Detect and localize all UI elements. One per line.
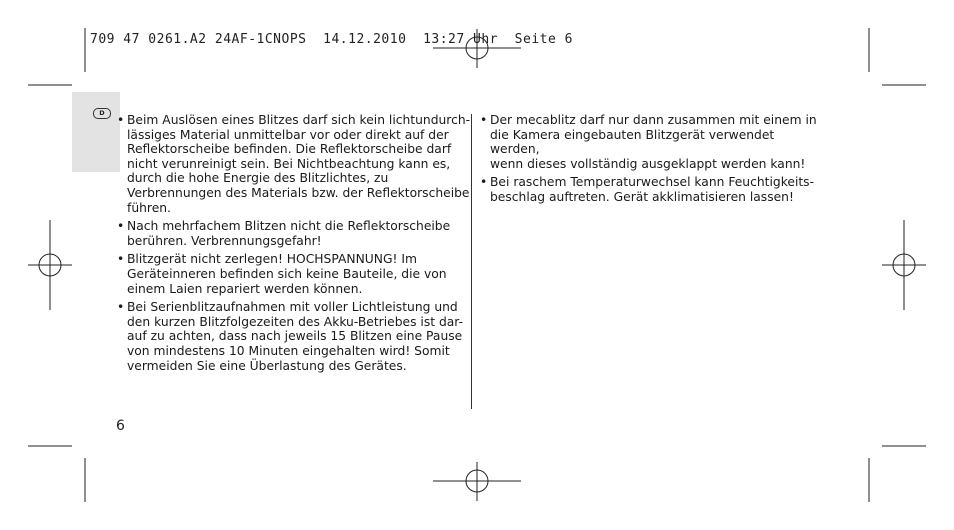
bullet-icon: • bbox=[480, 113, 488, 127]
list-item-text: Der mecablitz darf nur dann zusammen mit einem in die Kamera eingebauten Blitzgerät verwendet werden, wenn dieses vollständig ausgeklappt werden kann! bbox=[490, 113, 817, 171]
left-column bbox=[117, 113, 472, 377]
list-item-text: Bei raschem Temperaturwechsel kann Feuchtigkeits- beschlag auftreten. Gerät akklimatisieren lassen! bbox=[490, 175, 815, 204]
list-item-text: Bei Serienblitzaufnahmen mit voller Lichtleistung und den kurzen Blitzfolgezeiten des Akku-Betriebes ist dar- auf zu achten, dass nach jeweils 15 Blitzen eine Pause von mindestens 10 Minuten eingehalten wird! Somit vermeiden Sie eine Überlastung des Gerätes. bbox=[127, 300, 464, 373]
list-item bbox=[480, 113, 820, 171]
list-item bbox=[480, 175, 820, 204]
page-number: 6 bbox=[116, 418, 125, 434]
list-item-text: Beim Auslösen eines Blitzes darf sich kein lichtundurch- lässiges Material unmittelbar vor oder direkt auf der Reflektorscheibe befinden. Die Reflektorscheibe darf nicht verunreinigt sein. Bei Nichtbeachtung kann es, durch die hohe Energie des Blitzlichtes, zu Verbrennungen des Materials bzw. der Reflektorscheibe führen. bbox=[127, 113, 471, 215]
bullet-icon: • bbox=[117, 113, 125, 127]
bullet-icon: • bbox=[117, 252, 125, 267]
column-divider bbox=[471, 114, 472, 409]
list-item bbox=[117, 252, 472, 296]
list-item-text: Nach mehrfachem Blitzen nicht die Reflektorscheibe berühren. Verbrennungsgefahr! bbox=[127, 219, 451, 248]
bullet-icon: • bbox=[480, 175, 488, 190]
list-item bbox=[117, 219, 472, 248]
registration-mark-bottom bbox=[433, 462, 521, 501]
list-item bbox=[117, 113, 472, 215]
registration-mark-right bbox=[882, 220, 926, 310]
bullet-icon: • bbox=[117, 300, 125, 315]
list-item bbox=[117, 300, 472, 373]
bullet-icon: • bbox=[117, 219, 125, 234]
print-slug-header: 709 47 0261.A2 24AF-1CNOPS 14.12.2010 13:27 Uhr Seite 6 bbox=[90, 32, 573, 47]
language-tab bbox=[72, 92, 120, 172]
list-item-text: Blitzgerät nicht zerlegen! HOCHSPANNUNG! Im Geräteinneren befinden sich keine Bauteile, die von einem Laien repariert werden können. bbox=[127, 252, 447, 296]
right-column bbox=[480, 113, 820, 209]
language-badge: D bbox=[93, 108, 111, 119]
registration-mark-left bbox=[28, 220, 72, 310]
